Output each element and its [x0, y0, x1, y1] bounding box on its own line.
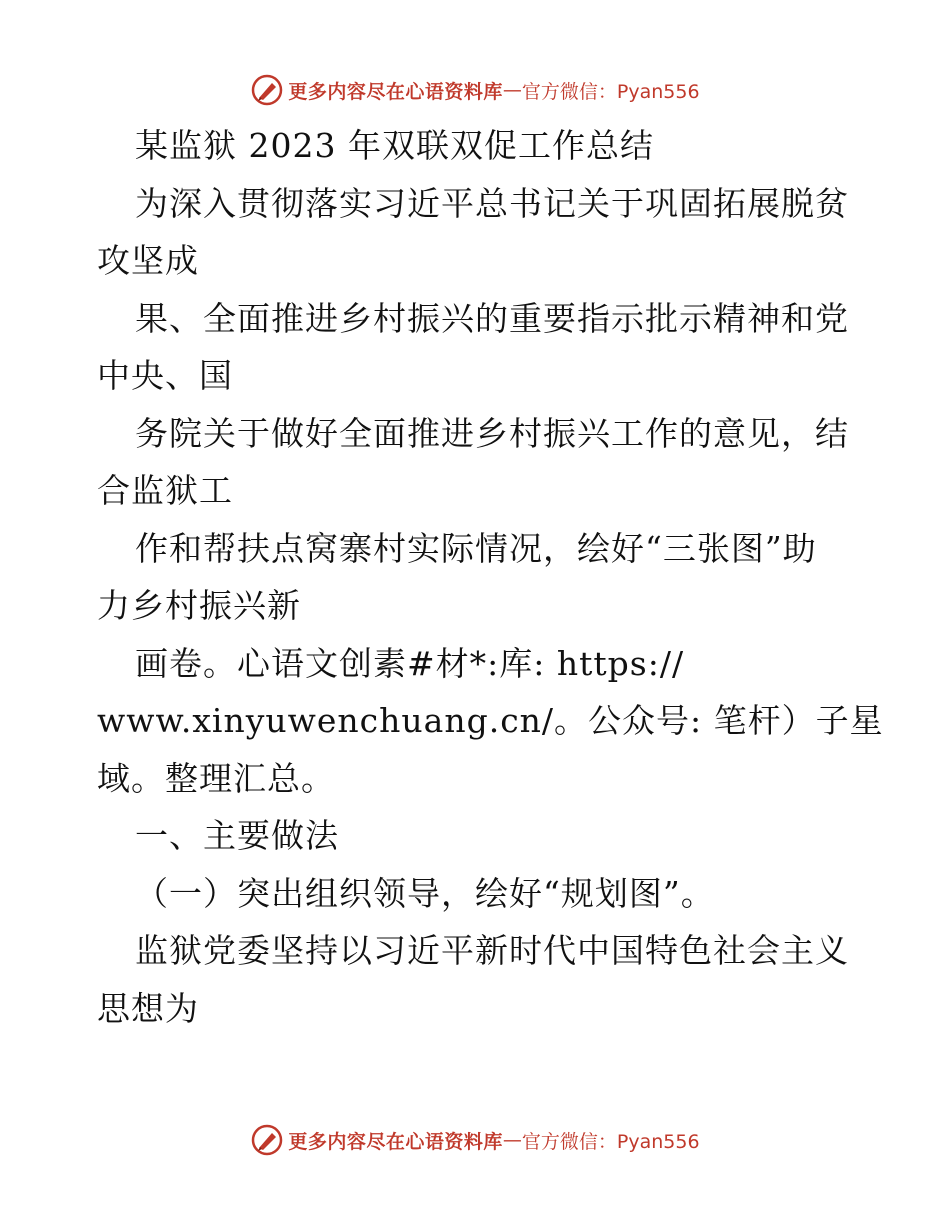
- document-body: [97, 117, 884, 1037]
- document-line: （一）突出组织领导，绘好“规划图”。: [135, 873, 715, 913]
- pen-logo-icon: [250, 1123, 284, 1157]
- document-line: 攻坚成: [97, 241, 199, 280]
- document-line: 中央、国: [97, 356, 233, 395]
- watermark-sub-text: 官方微信：Pyan556: [521, 80, 700, 103]
- document-line: 务院关于做好全面推进乡村振兴工作的意见，结: [135, 413, 849, 453]
- watermark-footer: [0, 1120, 950, 1160]
- document-line: 果、全面推进乡村振兴的重要指示批示精神和党: [135, 298, 849, 338]
- document-line: 画卷。心语文创素#材*:库: https://: [135, 643, 685, 683]
- document-line: 域。整理汇总。: [97, 758, 335, 798]
- watermark-dash: —: [502, 79, 522, 101]
- document-line: www.xinyuwenchuang.cn/。公众号: 笔杆）子星: [97, 701, 884, 740]
- document-line: 某监狱 2023 年双联双促工作总结: [135, 126, 654, 165]
- pen-logo-icon: [250, 73, 284, 107]
- document-line: 一、主要做法: [135, 816, 339, 855]
- watermark-sub-text: 官方微信：Pyan556: [521, 1130, 700, 1153]
- document-line: 思想为: [97, 988, 199, 1028]
- watermark-dash: —: [502, 1129, 522, 1151]
- document-line: 为深入贯彻落实习近平总书记关于巩固拓展脱贫: [135, 183, 849, 223]
- watermark-main-text: 更多内容尽在心语资料库: [288, 1130, 503, 1153]
- document-line: 作和帮扶点窝寨村实际情况，绘好“三张图”助: [135, 528, 817, 568]
- document-line: 合监狱工: [97, 471, 233, 510]
- document-line: 力乡村振兴新: [97, 586, 301, 625]
- watermark-header: [0, 70, 950, 110]
- document-line: 监狱党委坚持以习近平新时代中国特色社会主义: [135, 931, 849, 970]
- watermark-main-text: 更多内容尽在心语资料库: [288, 80, 503, 103]
